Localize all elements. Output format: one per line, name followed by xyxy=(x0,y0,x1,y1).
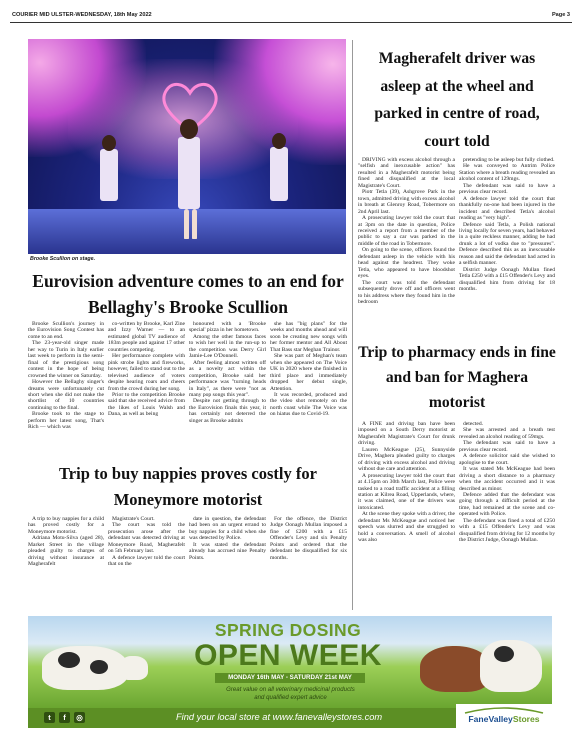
nappies-col-1: A trip to buy nappies for a child has proved costly for a Moneymore motorist. Adriana Motu-Silva (aged 28), Market Street in the village pleaded guilty to charges of driving without insurance at Magherafelt xyxy=(28,516,104,568)
eurovision-col-1: Brooke Scullion's journey in the Eurovision Song Contest has come to an end. The 23-year-old singer made her way to Turin in Italy earlier last week to perform in the semi-final of the prestigious song contest in the hope of being crowned the winner on Saturday. However the Bellaghy singer's dreams were unfortunately cut short when she did not make the shortlist of 10 countries continuing to the final. Brooke took to the stage to perform her latest song, That's Rich — which was xyxy=(28,321,104,431)
nappies-col-2: Magistrate's Court. The court was told the prosecution arose after the defendant was detected driving at Moneymore Road, Magherafelt on 5th February last. A defence lawyer told the court that on the xyxy=(108,516,185,568)
driver-col-1: DRIVING with excess alcohol through a "selfish and inexcusable action" has resulted in a Magherafelt motorist being fined and disqualified at the local Magistrate's Court. Piotr Tetla (39), Ashgrove Park in the town, admitted driving with excess alcohol in breath at Glenroy Road, Tobermore on 2nd April last. A prosecuting lawyer told the court that at 3pm on the date in question, Police received a report from a member of the public to say a car was parked in the middle of the road in Tobermore. On going to the scene, officers found the defendant asleep in the vehicle with his head against the headrest. They woke Tetla, who appeared to have bloodshot eyes. The court was told the defendant subsequently drove off and officers went to his address where they found him in the bedroom xyxy=(358,157,455,305)
eurovision-col-3: honoured with a 'Brooke special' pizza in her hometown. Among the other famous faces to wish her well in the run-up to the competition was Derry Girl Jamie-Lee O'Donnell. After feeling almost written off as a novelty act within the competition, Brooke said her performance was "turning heads in Italy", as there were "not as many pop songs this year". Despite not getting through to the Eurovision finals this year, it has certainly not deterred the singer as Brooke admits xyxy=(189,321,266,424)
publication-line: COURIER MID ULSTER-WEDNESDAY, 18th May 2022 xyxy=(12,12,152,18)
advert-tagline-2: and qualified expert advice xyxy=(254,694,327,701)
dancer-left xyxy=(100,149,118,201)
masthead-rule xyxy=(10,22,572,23)
eurovision-col-4: she has "big plans" for the weeks and months ahead and will soon be creating new songs with her former mentor and All About That Bass star Meghan Trainor. She was part of Meghan's team when she appeared on The Voice UK in 2020 where she finished in third place and immediately dropped her debut single, Attention. It was recorded, produced and the video shot remotely on the north coast while The Voice was on hiatus due to Covid-19. xyxy=(270,321,347,418)
singer xyxy=(178,137,200,209)
pharmacy-col-2: detected. She was arrested and a breath test revealed an alcohol reading of 59mgs. The defendant was said to have a previous clear record. A defence solicitor said she wished to apologise to the court. It was stated Ms McKeague had been driving a short distance to a pharmacy when the accident occurred and it was described as minor. Defence added that the defendant was going through a difficult period at the time, had remained at the scene and co-operated with Police. The defendant was fined a total of £250 with a £15 Offender's Levy and was disqualified from driving for 12 months by the District Judge, Oonagh Mullan. xyxy=(459,421,555,544)
singer-leg-left xyxy=(184,209,189,239)
singer-head xyxy=(180,119,198,139)
page-number: Page 3 xyxy=(551,12,570,18)
pharmacy-col-1: A FINE and driving ban have been imposed on a South Derry motorist at Magherafelt Magistrate's Court for drunk driving. Lauren McKeague (25), Sunnyside Drive, Maghera pleaded guilty to charges of driving with excess alcohol and driving without due care and attention. A prosecuting lawyer told the court that at 4.15pm on 30th March last, Police were tasked to a road traffic accident at a filling station at Kilrea Road, Upperlands, where, it was claimed, one of the drivers was intoxicated. At the scene they spoke with a driver, the defendant Ms McKeague and noticed her speech was slurred and she struggled to hold a conversation. A smell of alcohol was also xyxy=(358,421,455,544)
dancer-left-head xyxy=(102,135,116,151)
nappies-col-4: For the offence, the District Judge Oonagh Mullan imposed a fine of £200 with a £15 Offender's Levy and six Penalty Points and ordered that the defendant be disqualified for six months. xyxy=(270,516,347,561)
pharmacy-headline: Trip to pharmacy ends in fine and ban for Maghera motorist xyxy=(358,344,556,411)
spring-dosing-advert[interactable] xyxy=(28,616,552,728)
logo-main: FaneValley xyxy=(468,714,513,724)
instagram-icon[interactable]: ◎ xyxy=(74,712,85,723)
advert-tagline-1: Great value on all veterinary medicinal products xyxy=(226,686,355,693)
fanevalley-logo-text xyxy=(458,714,550,724)
store-finder-link[interactable]: Find your local store at www.fanevalleystores.com xyxy=(176,712,383,722)
singer-leg-right xyxy=(192,209,197,239)
nappies-col-3: date in question, the defendant had been on an urgent errand to buy nappies for a child when she was detected by Police. It was stated the defendant already has accrued nine Penalty Points. xyxy=(189,516,266,561)
column-divider xyxy=(352,40,353,610)
photo-caption: Brooke Scullion on stage. xyxy=(30,256,96,262)
advert-title-top: SPRING DOSING xyxy=(214,620,362,640)
advert-dates: MONDAY 16th MAY - SATURDAY 21st MAY xyxy=(215,673,365,683)
eurovision-headline: Eurovision adventure comes to an end for Bellaghy's Brooke Scullion xyxy=(32,271,344,317)
masthead xyxy=(10,10,572,24)
logo-accent: Stores xyxy=(512,714,540,724)
eurovision-col-2: co-written by Brooke, Karl Zine and Izzy Warner — to an estimated global TV audience of 183m people and against 17 other countries competing. Her performance complete with pink strobe lights and fireworks, however, failed to stand out to the televised audience of voters despite hearing roars and cheers from the crowd during her song. Prior to the competition Brooke said that she received advice from the likes of Louis Walsh and Dana, as well as being xyxy=(108,321,185,418)
stage-light-left xyxy=(28,39,146,157)
cow-spot xyxy=(58,652,80,668)
driver-headline: Magherafelt driver was asleep at the wheel and parked in centre of road, court told xyxy=(374,50,540,150)
nappies-headline: Trip to buy nappies proves costly for Moneymore motorist xyxy=(59,464,317,509)
facebook-icon[interactable]: f xyxy=(59,712,70,723)
dancer-right xyxy=(270,147,288,201)
twitter-icon[interactable]: t xyxy=(44,712,55,723)
logo-arc-icon xyxy=(461,706,547,714)
cow-spot xyxy=(494,646,514,662)
cow-left xyxy=(42,646,128,690)
eurovision-stage-photo xyxy=(28,39,346,254)
cow-spot xyxy=(90,660,108,674)
dancer-right-head xyxy=(272,133,286,149)
advert-title-main: OPEN WEEK xyxy=(194,639,382,672)
driver-col-2: pretending to be asleep but fully clothed. He was conveyed to Antrim Police Station where a breath reading revealed an alcohol content of 129mgs. The defendant was said to have a previous clear record. A defence lawyer told the court that thankfully no-one had been injured in the incident and described Tetla's alcohol reading as "very high". Defence said Tetla, a Polish national living locally for seven years, had behaved in a quite reckless manner, adding he had drunk a lot of vodka due to "pressures". Defence described this as an inexcusable reason and said the defendant had acted in a selfish manner. District Judge Oonagh Mullan fined Tetla £250 with a £15 Offender's Levy and disqualified him from driving for 18 months. xyxy=(459,157,555,293)
cow-head xyxy=(120,656,148,680)
